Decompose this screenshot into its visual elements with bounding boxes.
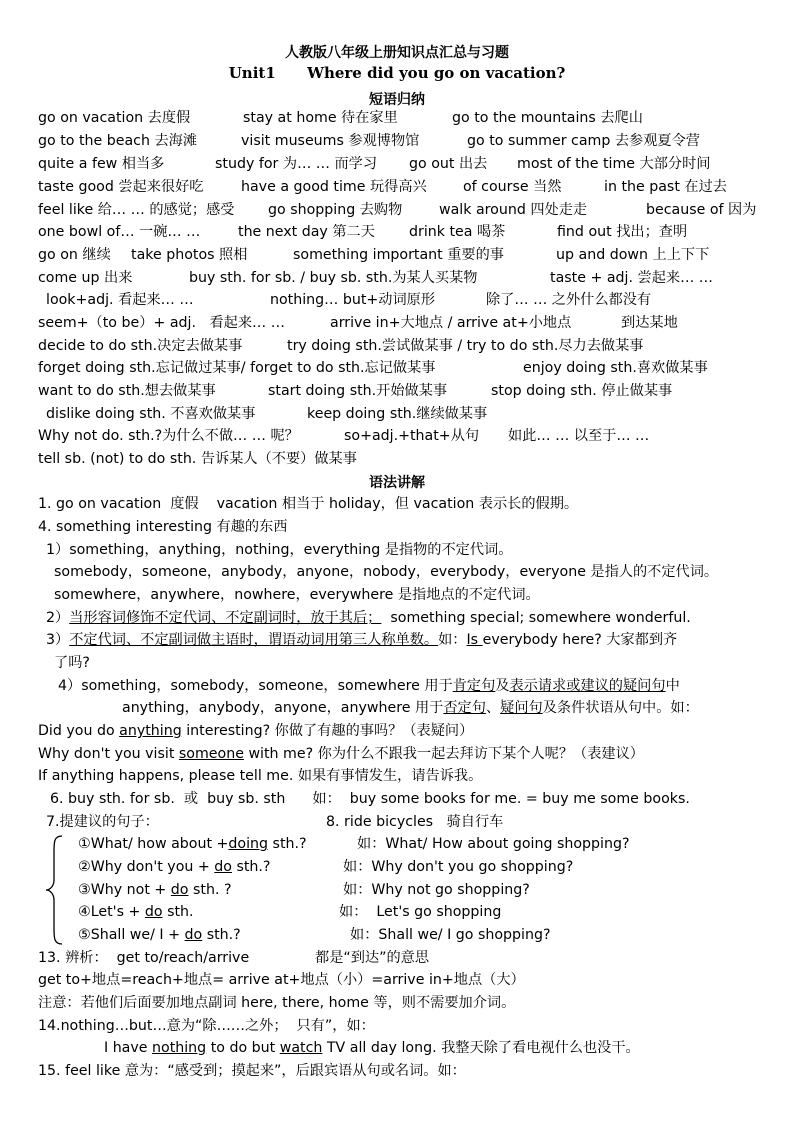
suggestion-example: 如：Why don't you go shopping? <box>343 859 574 875</box>
grammar-line: somewhere，anywhere，nowhere，everywhere 是指地点的不定代词。 <box>54 587 540 603</box>
phrase-item: stay at home 待在家里 <box>243 110 398 126</box>
unit-label: Unit1 <box>228 64 276 82</box>
pattern-part: ②Why don't you + <box>78 859 215 875</box>
phrase-item: stop doing sth. 停止做某事 <box>491 383 673 399</box>
grammar-line: 1. go on vacation 度假 vacation 相当于 holiday，但 vacation 表示长的假期。 <box>38 496 579 512</box>
phrase-item: drink tea 喝茶 <box>409 224 506 240</box>
unit-heading <box>0 64 794 82</box>
phrase-item: go to summer camp 去参观夏令营 <box>467 133 700 149</box>
grammar-line: 了吗? <box>54 655 90 671</box>
phrase-item: go shopping 去购物 <box>268 202 403 218</box>
pattern-part: sth.? <box>231 859 271 875</box>
keyword: do <box>170 882 189 898</box>
sentence-part: interesting? 你做了有趣的事吗？（表疑问） <box>181 723 474 739</box>
section-heading-phrases: 短语归纳 <box>369 92 425 108</box>
list-marker: 3） <box>46 632 70 648</box>
pattern-part: sth. ? <box>188 882 232 898</box>
phrase-item: go to the mountains 去爬山 <box>452 110 643 126</box>
sentence-part: Why don't you visit <box>38 746 179 762</box>
pattern-part: ③Why not + <box>78 882 171 898</box>
phrase-item: find out 找出；查明 <box>557 224 688 240</box>
phrase-item: taste + adj. 尝起来… … <box>550 270 713 286</box>
phrase-item: study for 为… … 而学习 <box>215 156 378 172</box>
grammar-line: 13. 辨析： get to/reach/arrive <box>38 950 250 966</box>
example-text: everybody here? 大家都到齐 <box>482 632 678 648</box>
example-keyword: Is <box>466 632 483 648</box>
example-sentence <box>38 722 473 740</box>
suggestion-example: 如： Let's go shopping <box>339 904 502 920</box>
rule-text: 及条件状语从句中。如： <box>542 700 699 716</box>
phrase-item: try doing sth.尝试做某事 / try to do sth.尽力去做某事 <box>287 338 644 354</box>
example-label: 如： <box>438 632 467 648</box>
grammar-line: 6. buy sth. for sb. 或 buy sb. sth 如： buy some books for me. = buy me some books. <box>50 791 690 807</box>
phrase-item: keep doing sth.继续做某事 <box>307 406 488 422</box>
phrase-item: decide to do sth.决定去做某事 <box>38 338 243 354</box>
sentence-part: TV all day long. 我整天除了看电视什么也没干。 <box>322 1040 640 1056</box>
phrase-item: one bowl of… 一碗… … <box>38 224 201 240</box>
suggestion-pattern <box>78 926 241 944</box>
phrase-item: forget doing sth.忘记做过某事/ forget to do sth.忘记做某事 <box>38 360 436 376</box>
rule-text: 及 <box>495 678 510 694</box>
sentence-part: Did you do <box>38 723 120 739</box>
phrase-item: come up 出来 <box>38 270 133 286</box>
pattern-part: sth.? <box>202 927 241 943</box>
keyword: 肯定句 <box>452 678 496 694</box>
sentence-part: with me? 你为什么不跟我一起去拜访下某个人呢？（表建议） <box>243 746 644 762</box>
phrase-item: go out 出去 <box>409 156 488 172</box>
suggestion-pattern <box>78 858 270 876</box>
keyword: someone <box>178 746 244 762</box>
grammar-line <box>46 609 691 627</box>
phrase-item: of course 当然 <box>463 179 562 195</box>
phrase-item: nothing… but+动词原形 <box>270 292 436 308</box>
sentence-part: I have <box>104 1040 153 1056</box>
keyword: do <box>144 904 163 920</box>
suggestion-example: 如：What/ How about going shopping? <box>357 836 630 852</box>
rule-text: 、 <box>485 700 501 716</box>
grammar-line: 4. something interesting 有趣的东西 <box>38 519 288 535</box>
keyword: do <box>214 859 232 875</box>
grammar-line <box>46 631 677 649</box>
suggestion-example: 如：Shall we/ I go shopping? <box>350 927 551 943</box>
grammar-line: 注意：若他们后面要加地点副词 here, there, home 等，则不需要加介词。 <box>38 995 516 1011</box>
phrase-item: quite a few 相当多 <box>38 156 165 172</box>
rule-text: 4）something，somebody，someone，somewhere 用于 <box>58 678 453 694</box>
sentence-part: to do but <box>206 1040 280 1056</box>
phrase-item: enjoy doing sth.喜欢做某事 <box>523 360 708 376</box>
phrase-item: so+adj.+that+从句 <box>344 428 480 444</box>
phrase-item: have a good time 玩得高兴 <box>241 179 427 195</box>
list-marker: 2） <box>46 610 70 626</box>
pattern-part: sth. <box>162 904 194 920</box>
keyword: do <box>184 927 203 943</box>
keyword: 表示请求或建议的疑问句 <box>509 678 666 694</box>
grammar-line: 1）something，anything，nothing，everything 是指物的不定代词。 <box>46 542 513 558</box>
keyword: 否定句 <box>443 700 486 716</box>
example-sentence <box>38 745 644 763</box>
document-title: 人教版八年级上册知识点汇总与习题 <box>285 45 509 61</box>
pattern-part: ④Let's + <box>78 904 145 920</box>
phrase-item: walk around 四处走走 <box>439 202 588 218</box>
keyword: watch <box>279 1040 323 1056</box>
phrase-item: because of 因为 <box>646 202 757 218</box>
grammar-line: 8. ride bicycles 骑自行车 <box>326 814 504 830</box>
phrase-item: visit museums 参观博物馆 <box>241 133 420 149</box>
phrase-item: start doing sth.开始做某事 <box>268 383 448 399</box>
phrase-item: look+adj. 看起来… … <box>46 292 194 308</box>
grammar-line: 都是“到达”的意思 <box>315 950 430 966</box>
phrase-item: Why not do. sth.?为什么不做… … 呢？ <box>38 428 299 444</box>
suggestion-pattern <box>78 881 232 899</box>
phrase-item: want to do sth.想去做某事 <box>38 383 216 399</box>
grammar-line: 15. feel like 意为：“感受到；摸起来”，后跟宾语从句或名词。如： <box>38 1063 466 1079</box>
suggestion-pattern <box>78 835 307 853</box>
suggestion-example: 如：Why not go shopping? <box>343 882 530 898</box>
keyword: doing <box>228 836 269 852</box>
pattern-part: sth.? <box>268 836 307 852</box>
pattern-part: ①What/ how about + <box>78 836 229 852</box>
keyword: 疑问句 <box>500 700 543 716</box>
keyword: anything <box>119 723 182 739</box>
phrase-item: most of the time 大部分时间 <box>517 156 711 172</box>
rule-text: 中 <box>665 678 680 694</box>
curly-brace-icon <box>44 834 64 946</box>
grammar-line: get to+地点=reach+地点= arrive at+地点（小）=arrive in+地点（大） <box>38 972 525 988</box>
rule-text: anything，anybody，anyone，anywhere 用于 <box>122 700 444 716</box>
phrase-item: dislike doing sth. 不喜欢做某事 <box>46 406 256 422</box>
grammar-line: somebody，someone，anybody，anyone，nobody，everybody，everyone 是指人的不定代词。 <box>54 564 719 580</box>
rule-text: 不定代词、不定副词做主语时，谓语动词用第三人称单数。 <box>69 632 439 648</box>
phrase-item: something important 重要的事 <box>293 247 504 263</box>
keyword: nothing <box>152 1040 207 1056</box>
grammar-line: 14.nothing…but…意为“除……之外； 只有”，如： <box>38 1018 375 1034</box>
phrase-item: feel like 给… … 的感觉；感受 <box>38 202 235 218</box>
pattern-part: ⑤Shall we/ I + <box>78 927 185 943</box>
grammar-line <box>122 699 699 717</box>
unit-title: Where did you go on vacation? <box>307 64 566 82</box>
phrase-item: up and down 上上下下 <box>556 247 710 263</box>
grammar-line: 7.提建议的句子： <box>46 814 159 830</box>
rule-text: 当形容词修饰不定代词、不定副词时，放于其后； <box>69 610 382 626</box>
phrase-item: 除了… … 之外什么都没有 <box>486 292 652 308</box>
phrase-item: the next day 第二天 <box>238 224 375 240</box>
phrase-item: buy sth. for sb. / buy sb. sth.为某人买某物 <box>189 270 478 286</box>
phrase-item: arrive in+大地点 / arrive at+小地点 <box>330 315 572 331</box>
example-text: something special; somewhere wonderful. <box>381 610 691 626</box>
phrase-item: take photos 照相 <box>131 247 248 263</box>
phrase-item: 如此… … 以至于… … <box>508 428 650 444</box>
phrase-item: tell sb. (not) to do sth. 告诉某人（不要）做某事 <box>38 451 357 467</box>
phrase-item: in the past 在过去 <box>604 179 727 195</box>
example-sentence <box>104 1039 640 1057</box>
phrase-item: taste good 尝起来很好吃 <box>38 179 204 195</box>
phrase-item: go to the beach 去海滩 <box>38 133 198 149</box>
phrase-item: go on 继续 <box>38 247 111 263</box>
section-heading-grammar: 语法讲解 <box>369 475 425 491</box>
phrase-item: seem+（to be）+ adj. 看起来… … <box>38 315 285 331</box>
phrase-item: go on vacation 去度假 <box>38 110 191 126</box>
example-sentence: If anything happens, please tell me. 如果有事情发生，请告诉我。 <box>38 768 483 784</box>
phrase-item: 到达某地 <box>621 315 678 331</box>
grammar-line <box>58 677 680 695</box>
suggestion-pattern <box>78 903 194 921</box>
